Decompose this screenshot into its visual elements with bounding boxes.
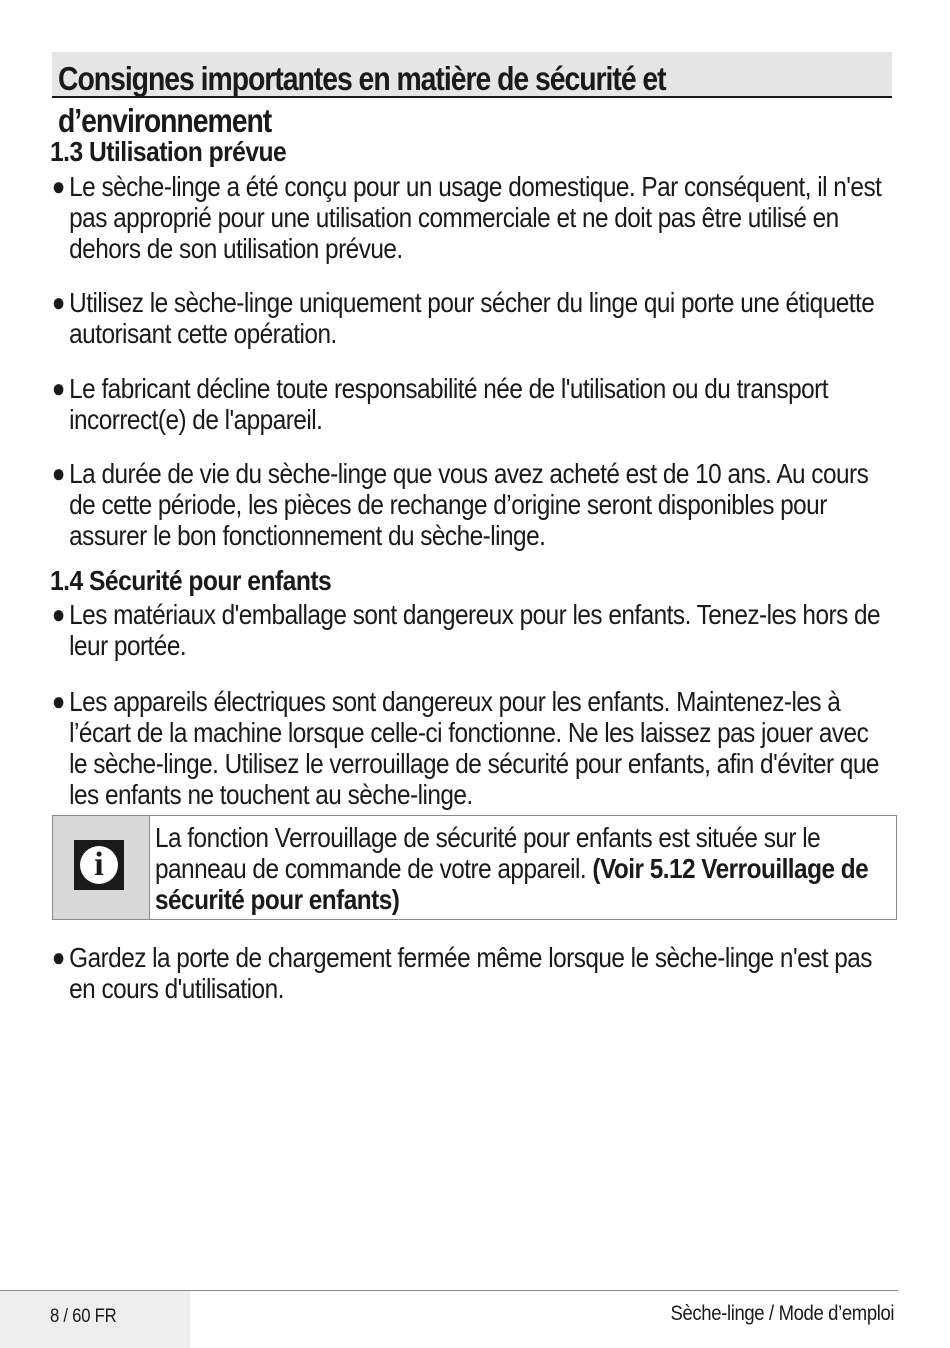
list-item bbox=[50, 287, 885, 349]
section-heading-1-4: 1.4 Sécurité pour enfants bbox=[50, 565, 332, 596]
list-item-text: Le fabricant décline toute responsabilité née de l'utilisation ou du transport incorrect(e) de l'appareil. bbox=[69, 373, 829, 435]
list-item bbox=[50, 458, 885, 551]
page-title bbox=[58, 58, 712, 142]
note-text bbox=[155, 822, 903, 915]
list-item bbox=[50, 686, 885, 810]
list-item-text: Gardez la porte de chargement fermée même lorsque le sèche-linge n'est pas en cours d'utilisation. bbox=[69, 942, 872, 1004]
bullet-icon: ● bbox=[51, 287, 65, 317]
page-title-line1: Consignes importantes en matière de sécurité et bbox=[58, 60, 666, 97]
bullet-icon: ● bbox=[51, 171, 65, 201]
bullet-icon: ● bbox=[51, 458, 65, 488]
bullet-icon: ● bbox=[51, 373, 65, 403]
list-item-text: Les matériaux d'emballage sont dangereux pour les enfants. Tenez-les hors de leur portée. bbox=[69, 599, 881, 661]
bullet-icon: ● bbox=[51, 942, 65, 972]
list-item bbox=[50, 171, 885, 264]
bullet-icon: ● bbox=[51, 599, 65, 629]
bullet-icon: ● bbox=[51, 686, 65, 716]
note-text-reference: (Voir 5.12 Verrouillage de sécurité pour enfants) bbox=[155, 853, 869, 915]
list-item-text: La durée de vie du sèche-linge que vous avez acheté est de 10 ans. Au cours de cette période, les pièces de rechange d’origine seront disponibles pour assurer le bon fonctionnement du sèche-linge. bbox=[69, 458, 869, 551]
note-text-regular: La fonction Verrouillage de sécurité pour enfants est située sur le panneau de commande de votre appareil. bbox=[155, 822, 821, 884]
section-heading-1-3: 1.3 Utilisation prévue bbox=[50, 136, 287, 167]
footer-page-number: 8 / 60 FR bbox=[50, 1306, 117, 1327]
list-item-text: Les appareils électriques sont dangereux pour les enfants. Maintenez-les à l’écart de la machine lorsque celle-ci fonctionne. Ne les laissez pas jouer avec le sèche-linge. Utilisez le verrouillage de sécurité pour enfants, afin d'éviter que les enfants ne touchent au sèche-linge. bbox=[69, 686, 879, 810]
info-icon bbox=[74, 840, 124, 890]
info-icon-letter: i bbox=[94, 846, 104, 883]
info-note bbox=[52, 815, 897, 920]
list-item bbox=[50, 373, 885, 435]
page-title-line2: d’environnement bbox=[58, 102, 272, 139]
list-item bbox=[50, 942, 885, 1004]
footer-document-title: Sèche-linge / Mode d’emploi bbox=[670, 1302, 894, 1325]
list-item-text: Utilisez le sèche-linge uniquement pour sécher du linge qui porte une étiquette autorisant cette opération. bbox=[69, 287, 875, 349]
note-icon-cell bbox=[53, 816, 150, 919]
list-item-text: Le sèche-linge a été conçu pour un usage domestique. Par conséquent, il n'est pas approprié pour une utilisation commerciale et ne doit pas être utilisé en dehors de son utilisation prévue. bbox=[69, 171, 882, 264]
list-item bbox=[50, 599, 885, 661]
